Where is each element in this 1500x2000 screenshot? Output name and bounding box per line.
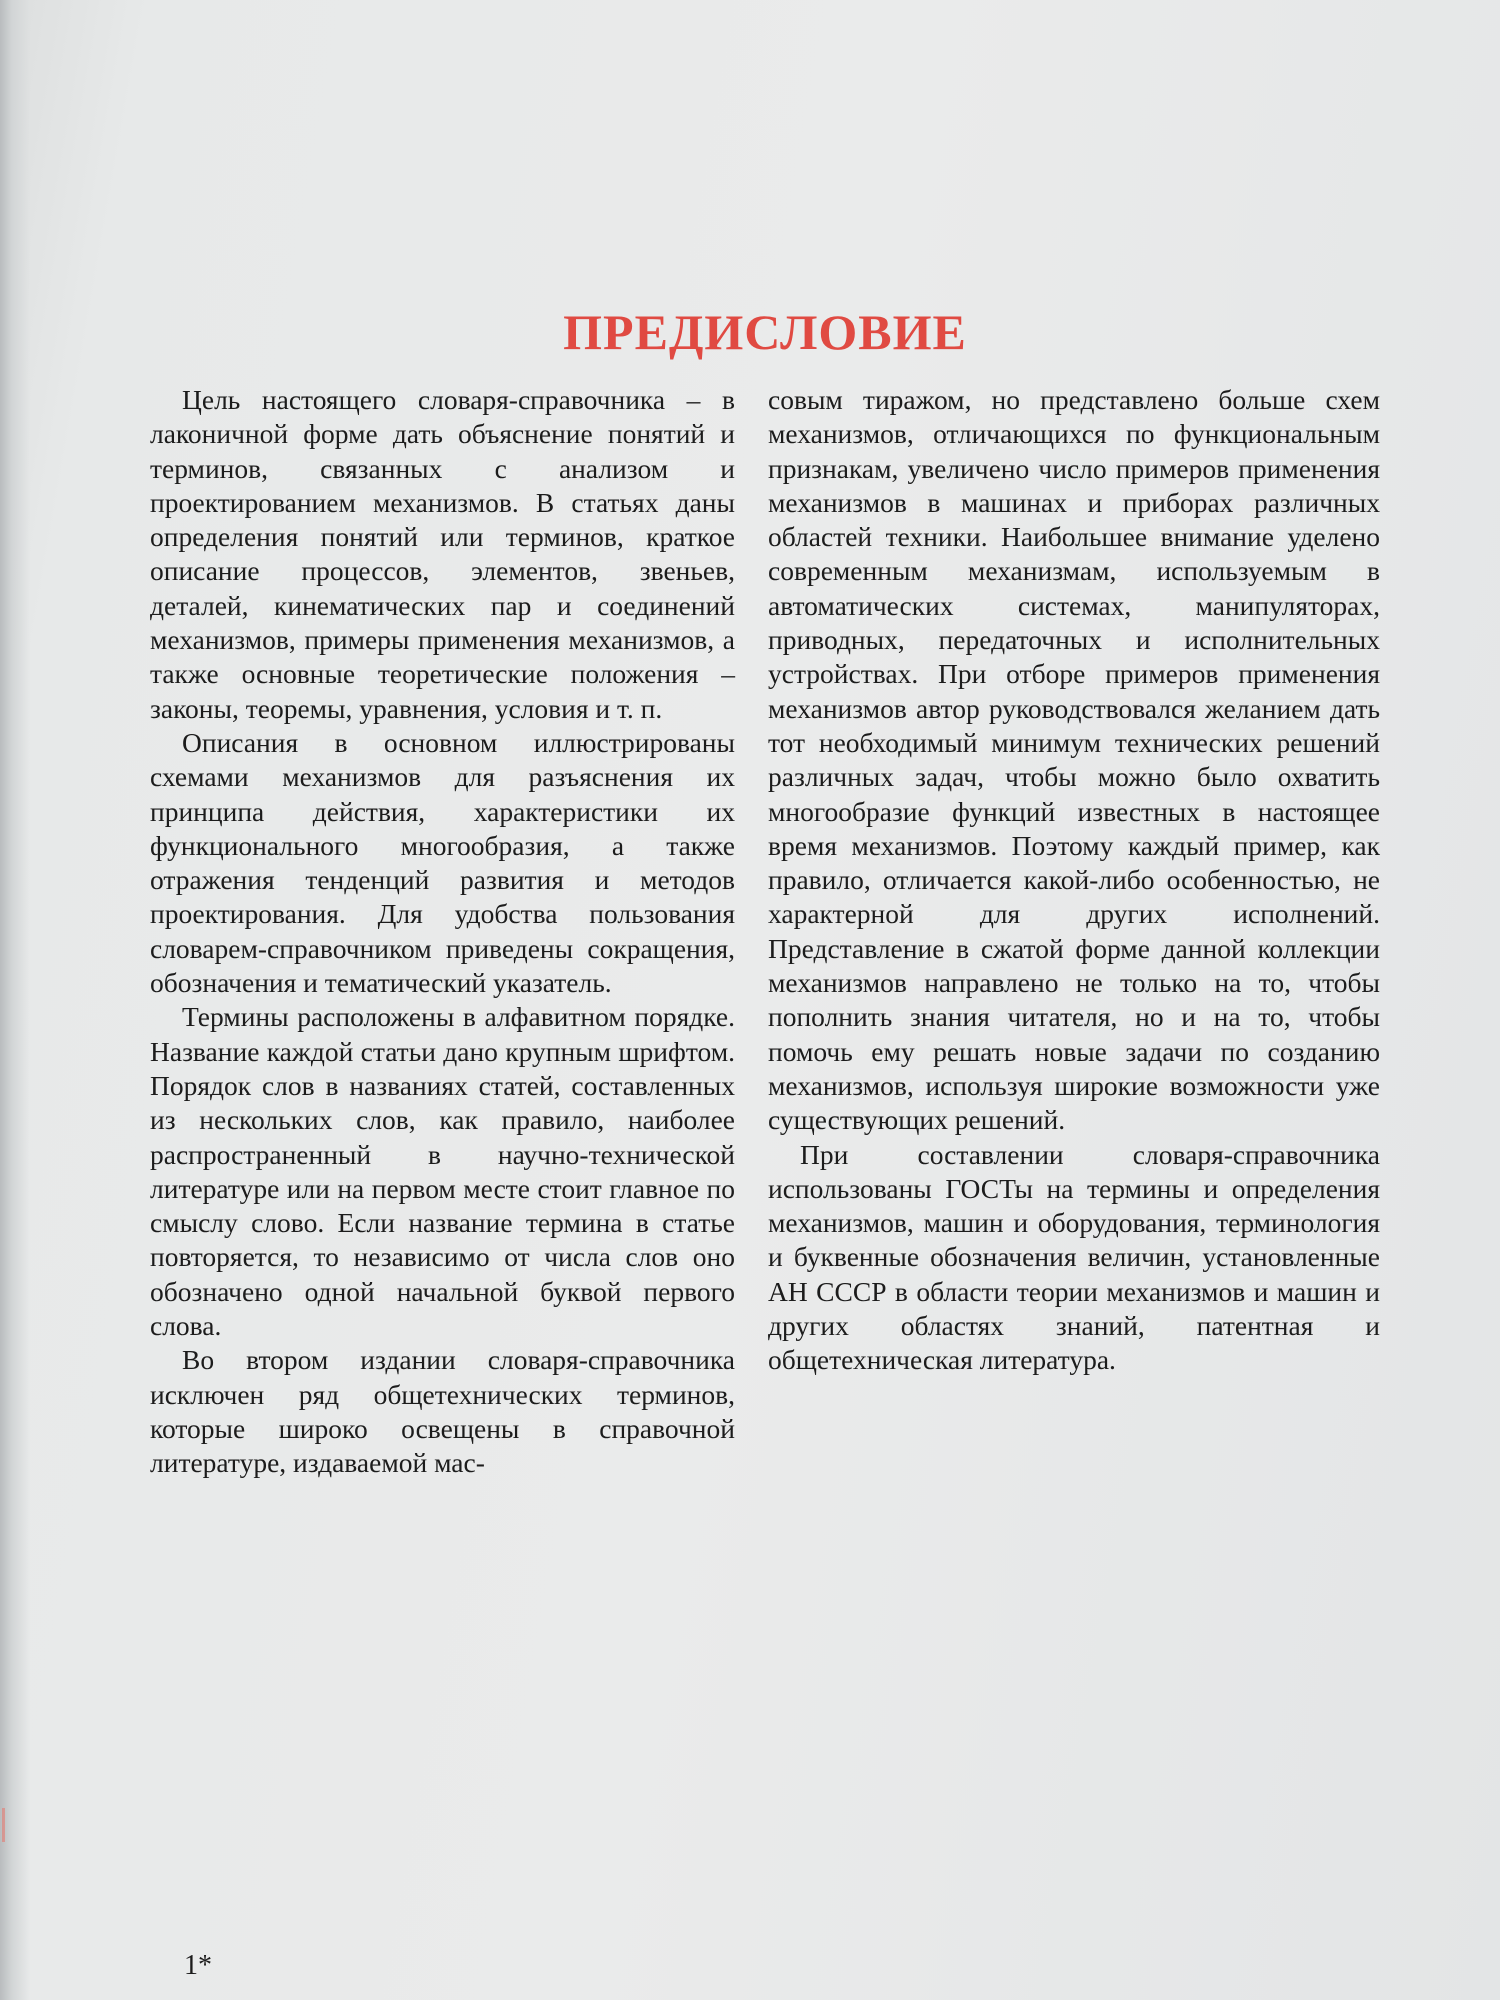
margin-mark bbox=[2, 1808, 5, 1842]
left-column bbox=[150, 383, 735, 1481]
page-folio: 1* bbox=[184, 1950, 212, 1981]
page-title: ПРЕДИСЛОВИЕ bbox=[563, 304, 967, 360]
paragraph: совым тиражом, но представлено больше схем механизмов, отличающихся по функциональным признакам, увеличено число примеров применения механизмов в машинах и приборах различных областей техники. Наибольшее внимание уделено современным механизмам, используемым в автоматических системах, манипуляторах, приводных, передаточных и исполнительных устройствах. При отборе примеров применения механизмов автор руководствовался желанием дать тот необходимый минимум технических решений различных задач, чтобы можно было охватить многообразие функций известных в настоящее время механизмов. Поэтому каждый пример, как правило, отличается какой-либо особенностью, не характерной для других исполнений. Представление в сжатой форме данной коллекции механизмов направлено не только на то, чтобы пополнить знания читателя, но и на то, чтобы помочь ему решать новые задачи по созданию механизмов, используя широкие возможности уже существующих решений. bbox=[768, 384, 1380, 1136]
paragraph: При составлении словаря-справочника использованы ГОСТы на термины и определения механизмов, машин и оборудования, терминология и буквенные обозначения величин, установленные АН СССР в области теории механизмов и машин и других областях знаний, патентная и общетехническая литература. bbox=[768, 1138, 1380, 1376]
paragraph: Термины расположены в алфавитном порядке. Название каждой статьи дано крупным шрифтом. Порядок слов в названиях статей, составленных из нескольких слов, как правило, наиболее распространенный в научно-технической литературе или на первом месте стоит главное по смыслу слово. Если название термина в статье повторяется, то независимо от числа слов оно обозначено одной начальной буквой первого слова. bbox=[150, 1001, 735, 1342]
book-spine-shadow bbox=[0, 0, 30, 2000]
right-column bbox=[768, 383, 1380, 1378]
paragraph: Во втором издании словаря-справочника исключен ряд общетехнических терминов, которые широко освещены в справочной литературе, издаваемой мас- bbox=[150, 1344, 735, 1479]
paragraph: Цель настоящего словаря-справочника – в лаконичной форме дать объяснение понятий и терминов, связанных с анализом и проектированием механизмов. В статьях даны определения понятий или терминов, краткое описание процессов, элементов, звеньев, деталей, кинематических пар и соединений механизмов, примеры применения механизмов, а также основные теоретические положения – законы, теоремы, уравнения, условия и т. п. bbox=[150, 384, 735, 724]
paragraph: Описания в основном иллюстрированы схемами механизмов для разъяснения их принципа действия, характеристики их функционального многообразия, а также отражения тенденций развития и методов проектирования. Для удобства пользования словарем-справочником приведены сокращения, обозначения и тематический указатель. bbox=[150, 726, 735, 999]
